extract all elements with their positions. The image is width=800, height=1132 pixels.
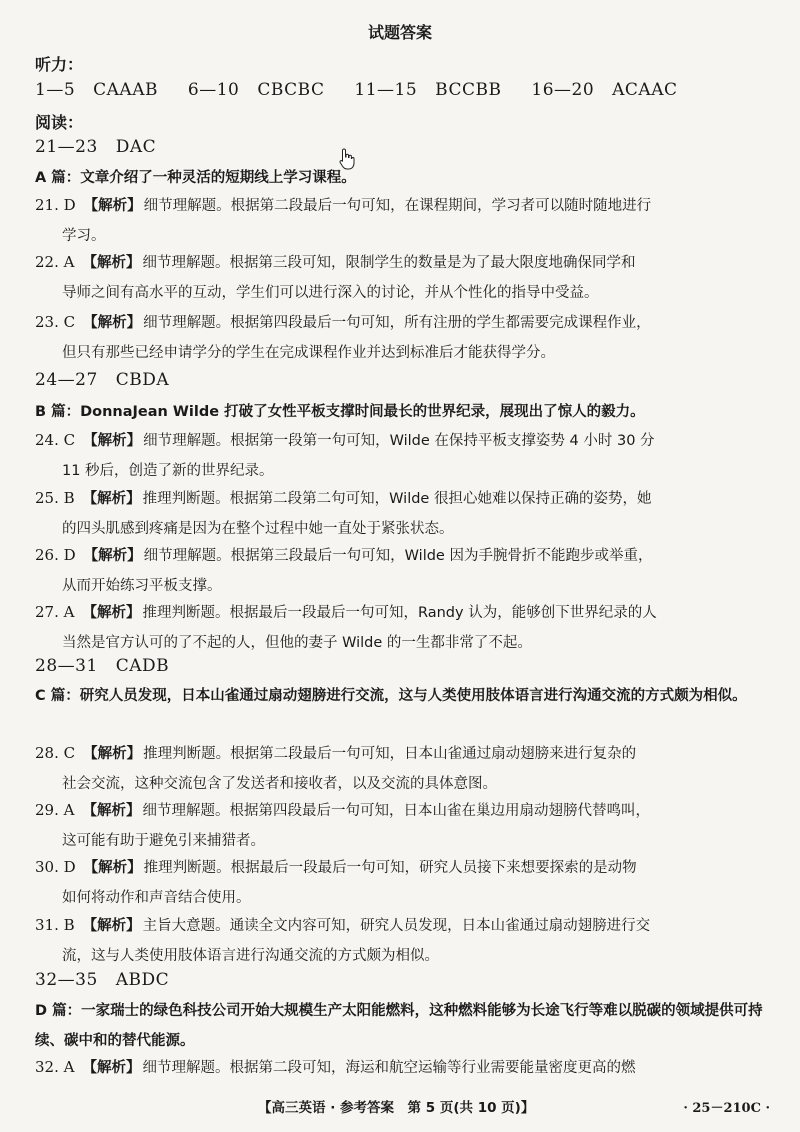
item-text-cont: 11 秒后，创造了新的世界纪录。 [62,463,274,479]
explanation-28 [35,738,765,799]
item-number: 22. A [35,253,75,271]
passage-summary-a: A 篇：文章介绍了一种灵活的短期线上学习课程。 [35,170,356,186]
item-text-cont: 的四头肌感到疼痛是因为在整个过程中她一直处于紧张状态。 [62,521,454,537]
item-text-cont: 导师之间有高水平的互动，学生们可以进行深入的讨论，并从个性化的指导中受益。 [62,285,599,301]
analysis-tag: 【解析】 [83,315,142,331]
listening-answers [35,80,702,100]
page-title: 试题答案 [367,23,432,42]
answer-key: CBDA [115,370,170,390]
item-text-cont: 这可能有助于避免引来捕猎者。 [62,833,265,849]
item-text-cont: 如何将动作和声音结合使用。 [62,890,251,906]
item-text: 细节理解题。根据第四段最后一句可知，所有注册的学生都需要完成课程作业， [143,315,651,331]
hand-pointer-icon [339,148,355,174]
passage-summary-c: C 篇：研究人员发现，日本山雀通过扇动翅膀进行交流，这与人类使用肢体语言进行沟通交流的方式颇为相似。 [35,688,747,704]
reading-answers-a [35,137,180,157]
answer-key: ACAAC [612,80,678,100]
explanation-24 [35,425,765,486]
explanation-29 [35,795,765,856]
analysis-tag: 【解析】 [82,1060,141,1076]
item-text-cont: 社会交流，这种交流包含了发送者和接收者，以及交流的具体意图。 [62,776,497,792]
item-text: 细节理解题。根据第二段最后一句可知，在课程期间，学习者可以随时随地进行 [143,198,652,214]
analysis-tag: 【解析】 [83,860,142,876]
item-text: 细节理解题。根据第一段第一句可知，Wilde 在保持平板支撑姿势 4 小时 30 分 [143,433,655,449]
item-text: 主旨大意题。通读全文内容可知，研究人员发现，日本山雀通过扇动翅膀进行交 [142,918,651,934]
explanation-21 [35,190,765,251]
answer-key: ABDC [115,970,170,990]
item-text: 推理判断题。根据第二段第二句可知，Wilde 很担心她难以保持正确的姿势，她 [142,491,652,507]
answer-range: 16—20 [531,80,595,100]
item-number: 26. D [35,546,76,564]
analysis-tag: 【解析】 [83,433,142,449]
answer-key: DAC [115,137,157,157]
document-code: · 25－210C · [683,1101,770,1116]
item-text-cont: 当然是官方认可的了不起的人，但他的妻子 Wilde 的一生都非常了不起。 [62,635,532,651]
explanation-26 [35,540,765,601]
answer-range: 32—35 [35,970,98,990]
item-number: 30. D [35,858,76,876]
item-number: 23. C [35,313,76,331]
item-number: 24. C [35,431,76,449]
answer-key: CADB [115,656,170,676]
item-number: 28. C [35,744,76,762]
item-text: 推理判断题。根据最后一段最后一句可知，Randy 认为，能够创下世界纪录的人 [142,605,657,621]
passage-summary-d: D 篇：一家瑞士的绿色科技公司开始大规模生产太阳能燃料，这种燃料能够为长途飞行等难以脱碳的领域提供可持续、碳中和的替代能源。 [35,1003,763,1049]
reading-label: 阅读： [35,113,84,132]
reading-answers-d [35,970,193,990]
explanation-32 [35,1052,765,1083]
answer-range: 21—23 [35,137,98,157]
analysis-tag: 【解析】 [83,548,142,564]
item-text: 细节理解题。根据第四段最后一句可知，日本山雀在巢边用扇动翅膀代替鸣叫， [142,803,650,819]
explanation-27 [35,597,765,658]
analysis-tag: 【解析】 [83,746,142,762]
analysis-tag: 【解析】 [83,198,142,214]
item-text: 细节理解题。根据第二段可知，海运和航空运输等行业需要能量密度更高的燃 [142,1060,636,1076]
explanation-23 [35,307,765,368]
item-number: 21. D [35,196,76,214]
answer-range: 6—10 [187,80,240,100]
passage-summary-b: B 篇：DonnaJean Wilde 打破了女性平板支撑时间最长的世界纪录，展现出了惊人的毅力。 [35,404,645,420]
item-number: 27. A [35,603,75,621]
analysis-tag: 【解析】 [82,255,141,271]
analysis-tag: 【解析】 [82,605,141,621]
explanation-30 [35,852,765,913]
answer-key: CBCBC [257,80,325,100]
item-text-cont: 流，这与人类使用肢体语言进行沟通交流的方式颇为相似。 [62,948,439,964]
item-text-cont: 学习。 [62,228,106,244]
analysis-tag: 【解析】 [82,803,141,819]
item-text-cont: 从而开始练习平板支撑。 [62,578,222,594]
answer-key: CAAAB [93,80,158,100]
answer-key: BCCBB [435,80,502,100]
explanation-31 [35,910,765,971]
answer-range: 24—27 [35,370,98,390]
explanation-22 [35,247,765,308]
analysis-tag: 【解析】 [82,491,141,507]
item-text: 细节理解题。根据第三段最后一句可知，Wilde 因为手腕骨折不能跑步或举重， [143,548,653,564]
explanation-25 [35,483,765,544]
answer-range: 1—5 [35,80,76,100]
analysis-tag: 【解析】 [82,918,141,934]
listening-label: 听力： [35,55,84,74]
item-text-cont: 但只有那些已经申请学分的学生在完成课程作业并达到标准后才能获得学分。 [62,345,555,361]
item-number: 32. A [35,1058,75,1076]
item-number: 31. B [35,916,75,934]
item-number: 25. B [35,489,75,507]
answer-range: 11—15 [354,80,418,100]
item-text: 细节理解题。根据第三段可知，限制学生的数量是为了最大限度地确保同学和 [142,255,636,271]
item-number: 29. A [35,801,75,819]
page-footer: 【高三英语 · 参考答案 第 5 页(共 10 页)】 [258,1100,535,1116]
reading-answers-b [35,370,193,390]
reading-answers-c [35,656,193,676]
answer-range: 28—31 [35,656,98,676]
item-text: 推理判断题。根据第二段最后一句可知，日本山雀通过扇动翅膀来进行复杂的 [143,746,637,762]
item-text: 推理判断题。根据最后一段最后一句可知，研究人员接下来想要探索的是动物 [143,860,637,876]
